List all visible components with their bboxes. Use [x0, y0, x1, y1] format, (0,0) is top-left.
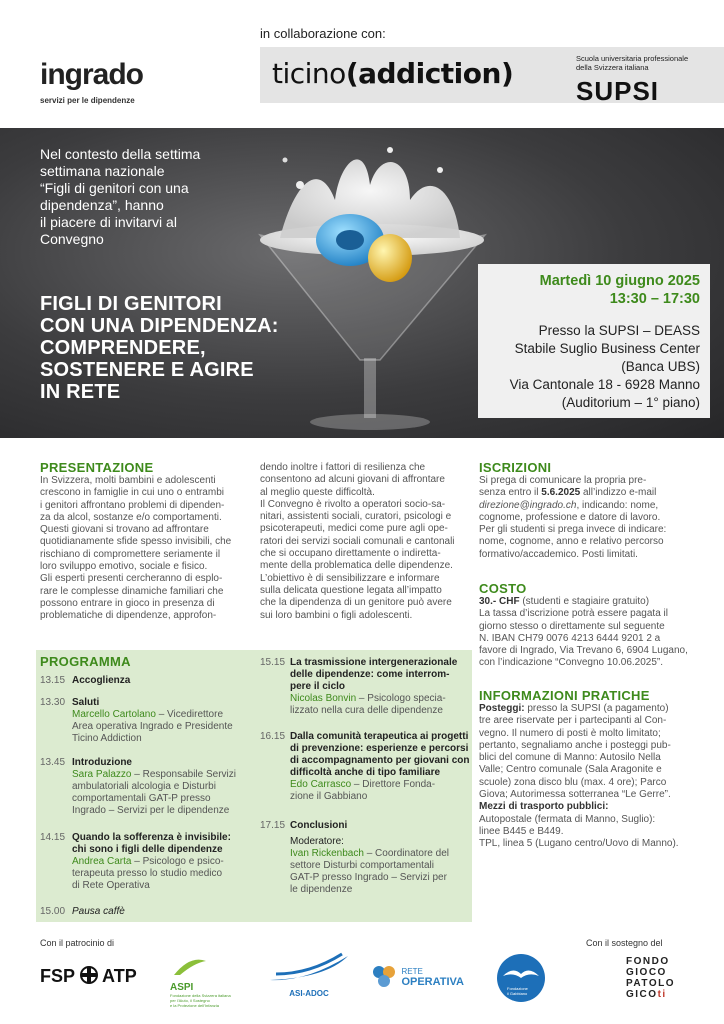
event-date: Martedì 10 giugno 2025	[539, 273, 700, 289]
asi-adoc-logo: ASI-ADOC	[264, 952, 354, 998]
program-item: 13.45 Introduzione Sara Palazzo – Responsabile Servizi ambulatoriali alcologia e Disturbi comportamentali GAT-P presso Ingrado – Servizi per le dipendenze	[40, 757, 236, 816]
rete-operativa-logo: RETE OPERATIVA	[371, 964, 464, 990]
programma-heading: PROGRAMMA	[40, 654, 131, 669]
patrocinio-label: Con il patrocinio di	[40, 938, 115, 948]
program-item: 14.15 Quando la sofferenza è invisibile: chi sono i figli delle dipendenze Andrea Carta – Psicologo e psico- terapeuta presso lo studio medico di Rete Operativa	[40, 832, 231, 891]
costo-text: 30.- CHF (studenti e stagiaire gratuito) La tassa d’iscrizione potrà essere pagata il giorno stesso o direttamente sul seguente N. IBAN CH79 0076 4213 6444 9201 2 a favore di Ingrado, Via Trevano 6, 6904 Lugano, con l’indicazione “Convegno 10.06.2025”.	[479, 596, 688, 669]
presentazione-heading: PRESENTAZIONE	[40, 460, 154, 475]
rete-operativa-icon	[371, 964, 397, 990]
sostegno-label: Con il sostegno del	[586, 938, 663, 948]
event-title: FIGLI DI GENITORI CON UNA DIPENDENZA: COMPRENDERE, SOSTENERE E AGIRE IN RETE	[40, 293, 279, 403]
event-info-box	[478, 264, 710, 418]
program-item: 15.15 La trasmissione intergenerazionale delle dipendenze: come interrom- pere il ciclo Nicolas Bonvin – Psicologo specia- lizzato nella cura delle dipendenze	[260, 657, 458, 716]
info-heading: INFORMAZIONI PRATICHE	[479, 688, 650, 703]
ingrado-subtitle: servizi per le dipendenze	[40, 96, 135, 105]
program-item: 13.15 Accoglienza	[40, 675, 131, 686]
program-item: 13.30 Saluti Marcello Cartolano – Vicedirettore Area operativa Ingrado e Presidente Ticino Addiction	[40, 697, 233, 744]
hero-intro-text: Nel contesto della settima settimana nazionale “Figli di genitori con una dipendenza”, hanno il piacere di invitarvi al Convegno	[40, 146, 201, 247]
event-time: 13:30 – 17:30	[609, 291, 700, 307]
ingrado-logo: ingrado	[40, 58, 143, 91]
presentazione-col1: In Svizzera, molti bambini e adolescenti crescono in famiglie in cui uno o entrambi i genitori affrontano problemi di dipenden- za da alcol, sostanze e/o comportamenti. Questi giovani si trovano ad affrontare quotidianamente sfide spesso invisibili, che rischiano di compromettere seriamente il loro sviluppo emotivo, sociale e fisico. Gli esperti presenti cercheranno di esplo- rare le complesse dinamiche familiari che possono entrare in gioco in presenza di problematiche di dipendenze, approfon-	[40, 475, 232, 622]
aspi-logo: ASPI Fondazione della Svizzera italiana per l’Aiuto, il Sostegno e la Protezione dell’Infanzia	[170, 955, 250, 1008]
fsp-atp-cross-icon	[80, 966, 98, 984]
gabbiano-logo: Fondazione il Gabbiano	[497, 954, 545, 1002]
supsi-logo: SUPSI	[576, 76, 660, 106]
presentazione-col2: dendo inoltre i fattori di resilienza che consentono ad alcuni giovani di affrontare al meglio queste difficoltà. Il Convegno è rivolto a operatori socio-sa- nitari, assistenti sociali, curatori, psicologi e psicoterapeuti, medici come pure agli ope- ratori dei servizi sociali comunali e cantonali che si occupano direttamente o indiretta- mente della problematica delle dipendenze. L’obiettivo è di sensibilizzare e informare sulla delicata questione legata all’impatto che la dipendenza di un genitore può avere sui loro bambini o figli adolescenti.	[260, 462, 455, 621]
supsi-subtitle: Scuola universitaria professionale della Svizzera italiana	[576, 54, 689, 72]
aspi-leaf-icon	[170, 955, 210, 977]
iscrizioni-heading: ISCRIZIONI	[479, 460, 552, 475]
ticino-addiction-logo: ticino(addiction)	[272, 57, 514, 90]
registration-email: direzione@ingrado.ch	[479, 499, 577, 511]
fsp-atp-logo: FSP ATP	[40, 966, 137, 986]
fondo-gioco-patologico-logo: FONDO GIOCO PATOLO GICOti	[626, 956, 675, 1000]
event-location: Presso la SUPSI – DEASS Stabile Suglio Business Center (Banca UBS) Via Cantonale 18 - 6928 Manno (Auditorium – 1° piano)	[509, 323, 700, 410]
costo-heading: COSTO	[479, 581, 527, 596]
program-item: 17.15 Conclusioni Moderatore: Ivan Rickenbach – Coordinatore del settore Disturbi comportamentali GAT-P presso Ingrado – Servizi per le dipendenze	[260, 820, 449, 895]
info-text: Posteggi: presso la SUPSI (a pagamento) tre aree riservate per i partecipanti al Con- vegno. Il numero di posti è molto limitato; pertanto, segnaliamo anche i posteggi pub- blici del comune di Manno: Autosilo Nella Valle; Centro comunale (Sala Aragonite e scuole) zona disco blu (max. 4 ore); Parco Giova; Autorimessa sotterranea “Le Gerre”. Mezzi di trasporto pubblici: Autopostale (fermata di Manno, Suglio): linee B445 e B449. TPL, linea 5 (Lugano centro/Uovo di Manno).	[479, 703, 679, 850]
collaboration-label: in collaborazione con:	[260, 26, 386, 41]
program-item: 16.15 Dalla comunità terapeutica ai progetti di prevenzione: esperienze e percorsi di accompagnamento per giovani con difficoltà anche di tipo familiare Edo Carrasco – Direttore Fonda- zione il Gabbiano	[260, 731, 470, 802]
iscrizioni-text: Si prega di comunicare la propria pre- senza entro il 5.6.2025 all’indizzo e-mail direzione@ingrado.ch, indicando: nome, cognome, professione e datore di lavoro. Per gli studenti si prega invece di indicare: nome, cognome, anno e relativo percorso formativo/accademico. Posti limitati.	[479, 475, 667, 560]
asi-adoc-swoosh-icon	[266, 952, 352, 984]
program-item: 15.00 Pausa caffè	[40, 906, 125, 917]
